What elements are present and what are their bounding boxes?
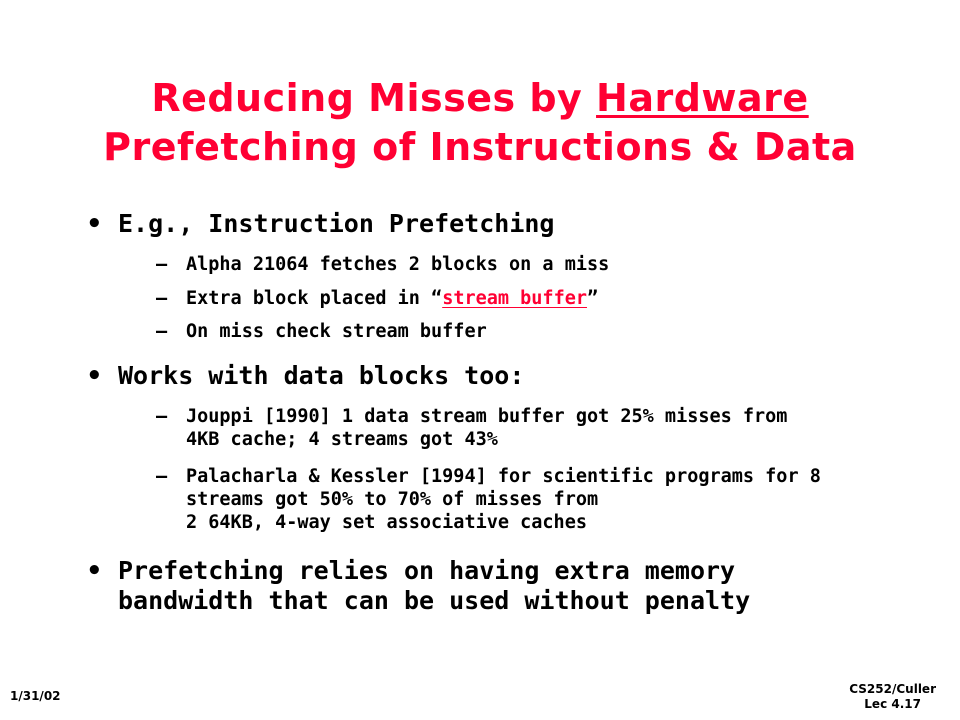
title-hardware-underlined: Hardware [596, 76, 809, 120]
subitem-palacharla [156, 465, 886, 534]
bullet-data-blocks [84, 361, 894, 391]
subitem-text: Alpha 21064 fetches 2 blocks on a miss [186, 254, 610, 275]
bullet-instruction-prefetching [84, 209, 894, 239]
subitem-text: On miss check stream buffer [186, 321, 487, 342]
footer-date: 1/31/02 [10, 689, 61, 703]
subitem-jouppi [156, 405, 886, 451]
bullet-dot-icon: • [86, 209, 103, 239]
footer-lecture: Lec 4.17 [864, 697, 921, 711]
bullet-line-2: bandwidth that can be used without penalty [118, 586, 751, 615]
subitem-alpha-fetches [156, 253, 886, 276]
footer-course: CS252/Culler [849, 682, 936, 696]
stream-buffer-link[interactable]: stream buffer [442, 288, 587, 309]
bullet-prefetching-bandwidth [84, 556, 894, 616]
bullet-dot-icon: • [86, 556, 103, 586]
dash-icon: – [156, 254, 168, 275]
subitem-line-2: 4KB cache; 4 streams got 43% [186, 429, 498, 450]
subitem-line-2: streams got 50% to 70% of misses from [186, 489, 599, 510]
slide-body [84, 0, 904, 720]
dash-icon: – [156, 466, 168, 487]
subitem-line-3: 2 64KB, 4-way set associative caches [186, 512, 587, 533]
subitem-line-1: Palacharla & Kessler [1994] for scientific programs for 8 [186, 466, 821, 487]
title-prefix: Reducing Misses by [151, 76, 597, 120]
dash-icon: – [156, 288, 168, 309]
dash-icon: – [156, 406, 168, 427]
footer-course-info [849, 682, 936, 712]
subitem-line-1: Jouppi [1990] 1 data stream buffer got 25% misses from [186, 406, 788, 427]
bullet-line-1: Prefetching relies on having extra memory [118, 556, 736, 585]
title-line-2: Prefetching of Instructions & Data [103, 125, 857, 169]
bullet-dot-icon: • [86, 361, 103, 391]
bullet-text: E.g., Instruction Prefetching [118, 209, 555, 238]
subitem-extra-block [156, 287, 886, 310]
subitem-on-miss-check [156, 320, 886, 343]
dash-icon: – [156, 321, 168, 342]
subitem-text-suffix: ” [586, 288, 599, 309]
subitem-text-prefix: Extra block placed in “ [186, 288, 443, 309]
bullet-text: Works with data blocks too: [118, 361, 525, 390]
